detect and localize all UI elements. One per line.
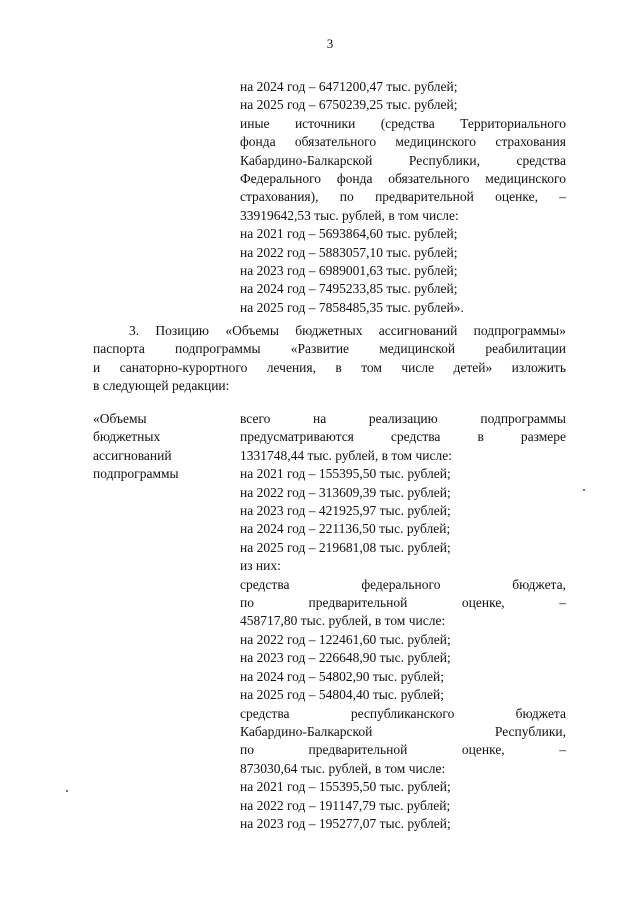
allocation-text-line: на 2023 год – 226648,90 тыс. рублей;: [240, 650, 451, 666]
allocation-text-line: на 2024 год – 221136,50 тыс. рублей;: [240, 521, 451, 537]
amendment-paragraph-3: [93, 322, 566, 396]
allocation-text-line: на 2023 год – 195277,07 тыс. рублей;: [240, 815, 451, 831]
allocation-text-line: на 2024 год – 54802,90 тыс. рублей;: [240, 668, 444, 684]
funding-continuation-block: [240, 78, 566, 317]
allocation-text-line: на 2021 год – 155395,50 тыс. рублей;: [240, 779, 451, 795]
funding-text-line: на 2025 год – 7858485,35 тыс. рублей».: [240, 299, 464, 315]
funding-text-line: на 2023 год – 6989001,63 тыс. рублей;: [240, 263, 458, 279]
label-text-line: ассигнований: [93, 447, 172, 463]
funding-text-line: на 2024 год – 6471200,47 тыс. рублей;: [240, 79, 458, 94]
allocation-text-line: на 2022 год – 313609,39 тыс. рублей;: [240, 484, 451, 500]
funding-text-line: страхования), по предварительной оценке, –: [240, 189, 566, 205]
label-text-line: подпрограммы: [93, 466, 179, 482]
scan-speck: [66, 790, 68, 792]
budget-allocations-details: [240, 410, 566, 833]
paragraph-text-line: 3. Позицию «Объемы бюджетных ассигнований подпрограммы»: [129, 323, 566, 338]
funding-text-line: Кабардино-Балкарской Республики, средства: [240, 152, 566, 168]
allocation-text-line: 458717,80 тыс. рублей, в том числе:: [240, 613, 446, 629]
allocation-text-line: по предварительной оценке, –: [240, 742, 566, 758]
paragraph-text-line: в следующей редакции:: [93, 378, 230, 394]
allocation-text-line: средства федерального бюджета,: [240, 576, 566, 592]
allocation-text-line: всего на реализацию подпрограммы: [240, 411, 566, 426]
funding-text-line: на 2022 год – 5883057,10 тыс. рублей;: [240, 244, 458, 260]
allocation-text-line: по предварительной оценке, –: [240, 595, 566, 611]
paragraph-text-line: паспорта подпрограммы «Развитие медицинской реабилитации: [93, 341, 566, 357]
allocation-text-line: на 2025 год – 219681,08 тыс. рублей;: [240, 539, 451, 555]
allocation-text-line: из них:: [240, 558, 281, 574]
allocation-text-line: 1331748,44 тыс. рублей, в том числе:: [240, 447, 452, 463]
funding-text-line: Федерального фонда обязательного медицинского: [240, 171, 566, 187]
allocation-text-line: предусматриваются средства в размере: [240, 429, 566, 445]
allocation-text-line: на 2023 год – 421925,97 тыс. рублей;: [240, 503, 451, 519]
paragraph-text-line: и санаторно-курортного лечения, в том числе детей» изложить: [93, 359, 566, 375]
scan-speck: [583, 489, 585, 491]
allocation-text-line: на 2025 год – 54804,40 тыс. рублей;: [240, 687, 444, 703]
funding-text-line: на 2024 год – 7495233,85 тыс. рублей;: [240, 281, 458, 297]
allocation-text-line: на 2022 год – 191147,79 тыс. рублей;: [240, 797, 451, 813]
funding-text-line: на 2025 год – 6750239,25 тыс. рублей;: [240, 97, 458, 113]
allocation-text-line: 873030,64 тыс. рублей, в том числе:: [240, 760, 446, 776]
page-number: 3: [326, 36, 334, 51]
allocation-text-line: на 2022 год – 122461,60 тыс. рублей;: [240, 631, 451, 647]
funding-text-line: иные источники (средства Территориального: [240, 115, 566, 131]
label-text-line: бюджетных: [93, 429, 161, 445]
funding-text-line: 33919642,53 тыс. рублей, в том числе:: [240, 207, 459, 223]
allocation-text-line: средства республиканского бюджета: [240, 705, 566, 721]
funding-text-line: на 2021 год – 5693864,60 тыс. рублей;: [240, 226, 458, 242]
allocation-text-line: Кабардино-Балкарской Республики,: [240, 723, 566, 739]
label-text-line: «Объемы: [93, 411, 147, 426]
budget-allocations-label: [93, 410, 223, 484]
allocation-text-line: на 2021 год – 155395,50 тыс. рублей;: [240, 466, 451, 482]
funding-text-line: фонда обязательного медицинского страхования: [240, 134, 566, 150]
